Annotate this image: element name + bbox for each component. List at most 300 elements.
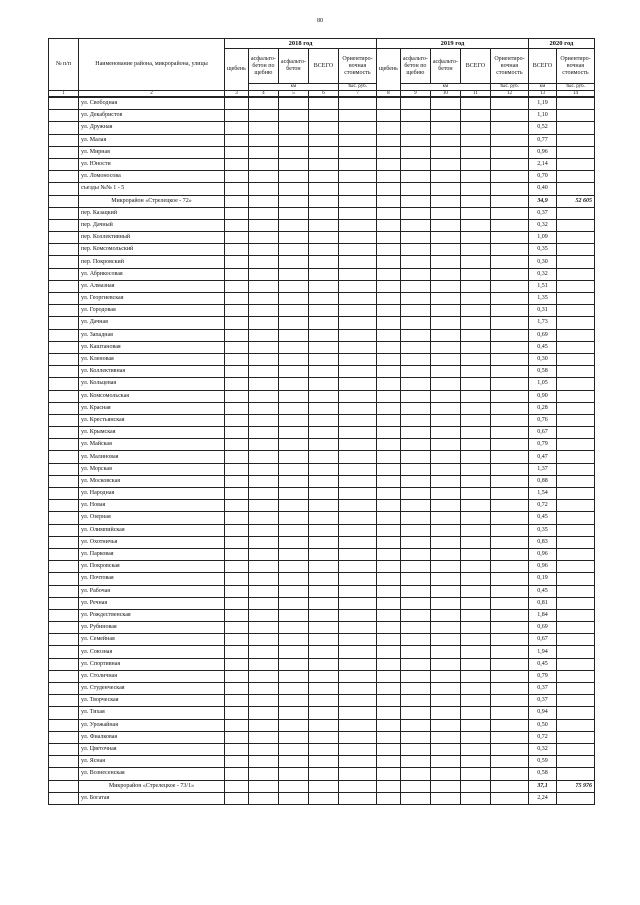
empty-cell	[278, 414, 308, 426]
empty-cell	[338, 609, 376, 621]
empty-cell	[308, 256, 338, 268]
row-name-cell: ул. Красная	[79, 402, 225, 414]
table-row	[49, 768, 595, 780]
table-row	[49, 634, 595, 646]
empty-cell	[400, 232, 430, 244]
row-number-cell	[49, 731, 79, 743]
cost-2020-cell	[556, 463, 594, 475]
empty-cell	[490, 475, 528, 487]
empty-cell	[248, 585, 278, 597]
total-2020-cell: 0,59	[528, 756, 556, 768]
empty-cell	[490, 536, 528, 548]
empty-cell	[225, 548, 249, 560]
empty-cell	[278, 317, 308, 329]
empty-cell	[278, 256, 308, 268]
empty-cell	[490, 195, 528, 207]
empty-cell	[278, 280, 308, 292]
empty-cell	[278, 341, 308, 353]
cost-2020-cell	[556, 451, 594, 463]
empty-cell	[460, 731, 490, 743]
empty-cell	[490, 670, 528, 682]
total-2020-cell: 0,72	[528, 500, 556, 512]
row-name-cell: ул. Абрикосовая	[79, 268, 225, 280]
cost-2020-cell: 75 976	[556, 780, 594, 792]
row-name-cell: ул. Морская	[79, 463, 225, 475]
row-name-cell: ул. Парковая	[79, 548, 225, 560]
empty-cell	[430, 719, 460, 731]
total-2020-cell: 0,70	[528, 171, 556, 183]
table-body	[49, 97, 595, 804]
empty-cell	[278, 451, 308, 463]
empty-cell	[278, 488, 308, 500]
row-number-cell	[49, 634, 79, 646]
empty-cell	[430, 341, 460, 353]
empty-cell	[400, 573, 430, 585]
empty-cell	[338, 670, 376, 682]
empty-cell	[430, 488, 460, 500]
row-name-cell: ул. Коллективная	[79, 366, 225, 378]
empty-cell	[490, 573, 528, 585]
empty-cell	[248, 171, 278, 183]
empty-cell	[490, 500, 528, 512]
header-2018-total: ВСЕГО	[308, 49, 338, 84]
empty-cell	[278, 475, 308, 487]
empty-cell	[376, 329, 400, 341]
total-2020-cell: 0,31	[528, 305, 556, 317]
empty-cell	[490, 183, 528, 195]
empty-cell	[430, 390, 460, 402]
column-number: 7	[338, 91, 376, 98]
empty-cell	[278, 670, 308, 682]
empty-cell	[400, 585, 430, 597]
empty-cell	[460, 341, 490, 353]
empty-cell	[430, 293, 460, 305]
table-row	[49, 317, 595, 329]
empty-cell	[248, 256, 278, 268]
cost-2020-cell	[556, 695, 594, 707]
header-2018-asphalt-gravel: асфальто-бетон по щебню	[248, 49, 278, 84]
empty-cell	[376, 244, 400, 256]
empty-cell	[400, 378, 430, 390]
empty-cell	[308, 488, 338, 500]
table-row	[49, 390, 595, 402]
row-number-cell	[49, 488, 79, 500]
empty-cell	[248, 683, 278, 695]
table-row	[49, 695, 595, 707]
empty-cell	[308, 97, 338, 110]
empty-cell	[490, 488, 528, 500]
empty-cell	[490, 293, 528, 305]
table-row	[49, 110, 595, 122]
empty-cell	[278, 219, 308, 231]
total-2020-cell: 0,96	[528, 548, 556, 560]
table-row	[49, 171, 595, 183]
empty-cell	[430, 268, 460, 280]
row-number-cell	[49, 743, 79, 755]
row-number-cell	[49, 158, 79, 170]
cost-2020-cell	[556, 244, 594, 256]
empty-cell	[278, 195, 308, 207]
empty-cell	[430, 317, 460, 329]
empty-cell	[225, 207, 249, 219]
empty-cell	[376, 402, 400, 414]
empty-cell	[278, 293, 308, 305]
empty-cell	[376, 97, 400, 110]
empty-cell	[308, 232, 338, 244]
empty-cell	[430, 110, 460, 122]
row-name-cell: пер. Коллективный	[79, 232, 225, 244]
empty-cell	[400, 536, 430, 548]
table-row	[49, 597, 595, 609]
empty-cell	[376, 536, 400, 548]
column-number: 10	[430, 91, 460, 98]
empty-cell	[225, 293, 249, 305]
empty-cell	[278, 780, 308, 792]
empty-cell	[400, 792, 430, 804]
empty-cell	[430, 670, 460, 682]
table-row	[49, 353, 595, 365]
row-name-cell: ул. Богатая	[79, 792, 225, 804]
empty-cell	[460, 305, 490, 317]
empty-cell	[376, 670, 400, 682]
cost-2020-cell: 52 605	[556, 195, 594, 207]
empty-cell	[248, 597, 278, 609]
table-row	[49, 146, 595, 158]
empty-cell	[338, 719, 376, 731]
empty-cell	[225, 463, 249, 475]
empty-cell	[225, 634, 249, 646]
empty-cell	[430, 548, 460, 560]
table-row	[49, 743, 595, 755]
empty-cell	[338, 561, 376, 573]
empty-cell	[430, 695, 460, 707]
empty-cell	[460, 97, 490, 110]
empty-cell	[430, 439, 460, 451]
table-row	[49, 707, 595, 719]
column-number: 12	[490, 91, 528, 98]
empty-cell	[248, 195, 278, 207]
empty-cell	[490, 695, 528, 707]
empty-cell	[490, 780, 528, 792]
table-row	[49, 451, 595, 463]
empty-cell	[338, 293, 376, 305]
cost-2020-cell	[556, 305, 594, 317]
empty-cell	[338, 597, 376, 609]
row-number-cell	[49, 573, 79, 585]
empty-cell	[376, 341, 400, 353]
total-2020-cell: 0,35	[528, 524, 556, 536]
table-row	[49, 561, 595, 573]
empty-cell	[225, 609, 249, 621]
empty-cell	[308, 463, 338, 475]
empty-cell	[248, 634, 278, 646]
total-2020-cell: 0,79	[528, 439, 556, 451]
row-number-cell	[49, 195, 79, 207]
empty-cell	[490, 731, 528, 743]
row-name-cell: ул. Речная	[79, 597, 225, 609]
row-number-cell	[49, 427, 79, 439]
empty-cell	[376, 317, 400, 329]
empty-cell	[248, 756, 278, 768]
row-name-cell: ул. Фиалковая	[79, 731, 225, 743]
row-number-cell	[49, 585, 79, 597]
empty-cell	[278, 500, 308, 512]
empty-cell	[376, 158, 400, 170]
empty-cell	[338, 488, 376, 500]
empty-cell	[376, 719, 400, 731]
row-number-cell	[49, 207, 79, 219]
row-name-cell: ул. Свободная	[79, 97, 225, 110]
row-name-cell: ул. Охотничья	[79, 536, 225, 548]
total-2020-cell: 37,1	[528, 780, 556, 792]
table-row	[49, 500, 595, 512]
empty-cell	[430, 463, 460, 475]
empty-cell	[400, 110, 430, 122]
empty-cell	[225, 329, 249, 341]
empty-cell	[278, 731, 308, 743]
empty-cell	[376, 122, 400, 134]
total-2020-cell: 1,73	[528, 317, 556, 329]
empty-cell	[225, 512, 249, 524]
empty-cell	[460, 207, 490, 219]
unit-cost-2018: тыс. руб.	[338, 84, 376, 91]
empty-cell	[248, 439, 278, 451]
total-2020-cell: 0,45	[528, 585, 556, 597]
empty-cell	[278, 366, 308, 378]
cost-2020-cell	[556, 414, 594, 426]
total-2020-cell: 0,30	[528, 256, 556, 268]
row-name-cell: ул. Рубиновая	[79, 622, 225, 634]
empty-cell	[248, 183, 278, 195]
empty-cell	[430, 232, 460, 244]
empty-cell	[400, 658, 430, 670]
total-2020-cell: 0,77	[528, 134, 556, 146]
cost-2020-cell	[556, 378, 594, 390]
empty-cell	[400, 707, 430, 719]
row-number-cell	[49, 658, 79, 670]
empty-cell	[225, 353, 249, 365]
row-name-cell: ул. Западная	[79, 329, 225, 341]
empty-cell	[338, 97, 376, 110]
empty-cell	[278, 134, 308, 146]
empty-cell	[490, 317, 528, 329]
row-number-cell	[49, 353, 79, 365]
empty-cell	[400, 500, 430, 512]
header-year-2020: 2020 год	[528, 39, 594, 49]
empty-cell	[490, 463, 528, 475]
empty-cell	[430, 756, 460, 768]
cost-2020-cell	[556, 548, 594, 560]
row-number-cell	[49, 122, 79, 134]
row-name-cell: ул. Союзная	[79, 646, 225, 658]
empty-cell	[430, 207, 460, 219]
cost-2020-cell	[556, 110, 594, 122]
row-name-cell: ул. Дружная	[79, 122, 225, 134]
empty-cell	[338, 439, 376, 451]
empty-cell	[460, 634, 490, 646]
empty-cell	[248, 219, 278, 231]
header-2019-cost: Ориентиро-вочная стоимость	[490, 49, 528, 84]
total-2020-cell: 1,19	[528, 97, 556, 110]
header-no: № п/п	[49, 39, 79, 91]
empty-cell	[490, 97, 528, 110]
table-row	[49, 219, 595, 231]
empty-cell	[338, 183, 376, 195]
empty-cell	[338, 500, 376, 512]
table-row	[49, 427, 595, 439]
row-name-cell: ул. Декабристов	[79, 110, 225, 122]
empty-cell	[278, 695, 308, 707]
total-2020-cell: 0,40	[528, 183, 556, 195]
empty-cell	[308, 146, 338, 158]
empty-cell	[248, 646, 278, 658]
empty-cell	[400, 683, 430, 695]
empty-cell	[400, 780, 430, 792]
empty-cell	[278, 743, 308, 755]
empty-cell	[278, 658, 308, 670]
empty-cell	[338, 658, 376, 670]
empty-cell	[376, 280, 400, 292]
empty-cell	[490, 268, 528, 280]
empty-cell	[225, 244, 249, 256]
empty-cell	[278, 536, 308, 548]
empty-cell	[278, 232, 308, 244]
total-2020-cell: 2,14	[528, 158, 556, 170]
empty-cell	[338, 146, 376, 158]
empty-cell	[248, 548, 278, 560]
empty-cell	[248, 268, 278, 280]
row-name-cell: ул. Ясная	[79, 756, 225, 768]
empty-cell	[430, 536, 460, 548]
empty-cell	[376, 146, 400, 158]
empty-cell	[376, 219, 400, 231]
table-row	[49, 683, 595, 695]
empty-cell	[430, 414, 460, 426]
row-name-cell: ул. Семейная	[79, 634, 225, 646]
total-2020-cell: 1,94	[528, 646, 556, 658]
empty-cell	[308, 548, 338, 560]
empty-cell	[225, 195, 249, 207]
empty-cell	[278, 548, 308, 560]
empty-cell	[225, 536, 249, 548]
empty-cell	[376, 488, 400, 500]
table-row	[49, 414, 595, 426]
total-2020-cell: 0,35	[528, 244, 556, 256]
empty-cell	[490, 207, 528, 219]
row-number-cell	[49, 512, 79, 524]
road-works-table	[48, 38, 595, 805]
table-row	[49, 183, 595, 195]
empty-cell	[376, 780, 400, 792]
row-number-cell	[49, 171, 79, 183]
empty-cell	[460, 256, 490, 268]
empty-cell	[308, 561, 338, 573]
empty-cell	[460, 463, 490, 475]
cost-2020-cell	[556, 658, 594, 670]
total-2020-cell: 0,32	[528, 743, 556, 755]
empty-cell	[430, 707, 460, 719]
cost-2020-cell	[556, 171, 594, 183]
total-2020-cell: 1,84	[528, 609, 556, 621]
empty-cell	[225, 134, 249, 146]
empty-cell	[225, 427, 249, 439]
cost-2020-cell	[556, 183, 594, 195]
empty-cell	[400, 402, 430, 414]
empty-cell	[278, 585, 308, 597]
empty-cell	[376, 646, 400, 658]
empty-cell	[248, 768, 278, 780]
empty-cell	[460, 622, 490, 634]
total-2020-cell: 0,96	[528, 561, 556, 573]
empty-cell	[225, 695, 249, 707]
empty-cell	[460, 451, 490, 463]
empty-cell	[278, 646, 308, 658]
table-row	[49, 329, 595, 341]
empty-cell	[278, 378, 308, 390]
empty-cell	[400, 171, 430, 183]
empty-cell	[400, 183, 430, 195]
total-2020-cell: 0,58	[528, 768, 556, 780]
empty-cell	[308, 341, 338, 353]
empty-cell	[460, 317, 490, 329]
row-number-cell	[49, 756, 79, 768]
total-2020-cell: 0,32	[528, 268, 556, 280]
row-name-cell: ул. Студенческая	[79, 683, 225, 695]
cost-2020-cell	[556, 524, 594, 536]
empty-cell	[308, 634, 338, 646]
row-number-cell	[49, 548, 79, 560]
empty-cell	[490, 646, 528, 658]
empty-cell	[460, 293, 490, 305]
empty-cell	[376, 792, 400, 804]
empty-cell	[376, 548, 400, 560]
empty-cell	[376, 756, 400, 768]
empty-cell	[338, 268, 376, 280]
empty-cell	[338, 756, 376, 768]
row-number-cell	[49, 719, 79, 731]
empty-cell	[278, 707, 308, 719]
row-name-cell: съезды №№ 1 - 5	[79, 183, 225, 195]
cost-2020-cell	[556, 475, 594, 487]
empty-cell	[490, 427, 528, 439]
column-number: 3	[225, 91, 249, 98]
empty-cell	[430, 158, 460, 170]
empty-cell	[460, 110, 490, 122]
unit-km-2019: км	[400, 84, 490, 91]
empty-cell	[460, 146, 490, 158]
total-2020-cell: 0,58	[528, 366, 556, 378]
empty-cell	[400, 512, 430, 524]
table-row	[49, 256, 595, 268]
total-2020-cell: 0,81	[528, 597, 556, 609]
empty-cell	[308, 244, 338, 256]
empty-cell	[430, 646, 460, 658]
empty-cell	[430, 524, 460, 536]
table-row	[49, 731, 595, 743]
empty-cell	[225, 183, 249, 195]
empty-cell	[225, 439, 249, 451]
empty-cell	[338, 195, 376, 207]
empty-cell	[400, 195, 430, 207]
total-2020-cell: 0,37	[528, 683, 556, 695]
district-row	[49, 780, 595, 792]
empty-cell	[338, 585, 376, 597]
empty-cell	[376, 768, 400, 780]
empty-cell	[225, 451, 249, 463]
header-2020-cost: Ориентиро-вочная стоимость	[556, 49, 594, 84]
empty-cell	[460, 792, 490, 804]
empty-cell	[460, 573, 490, 585]
